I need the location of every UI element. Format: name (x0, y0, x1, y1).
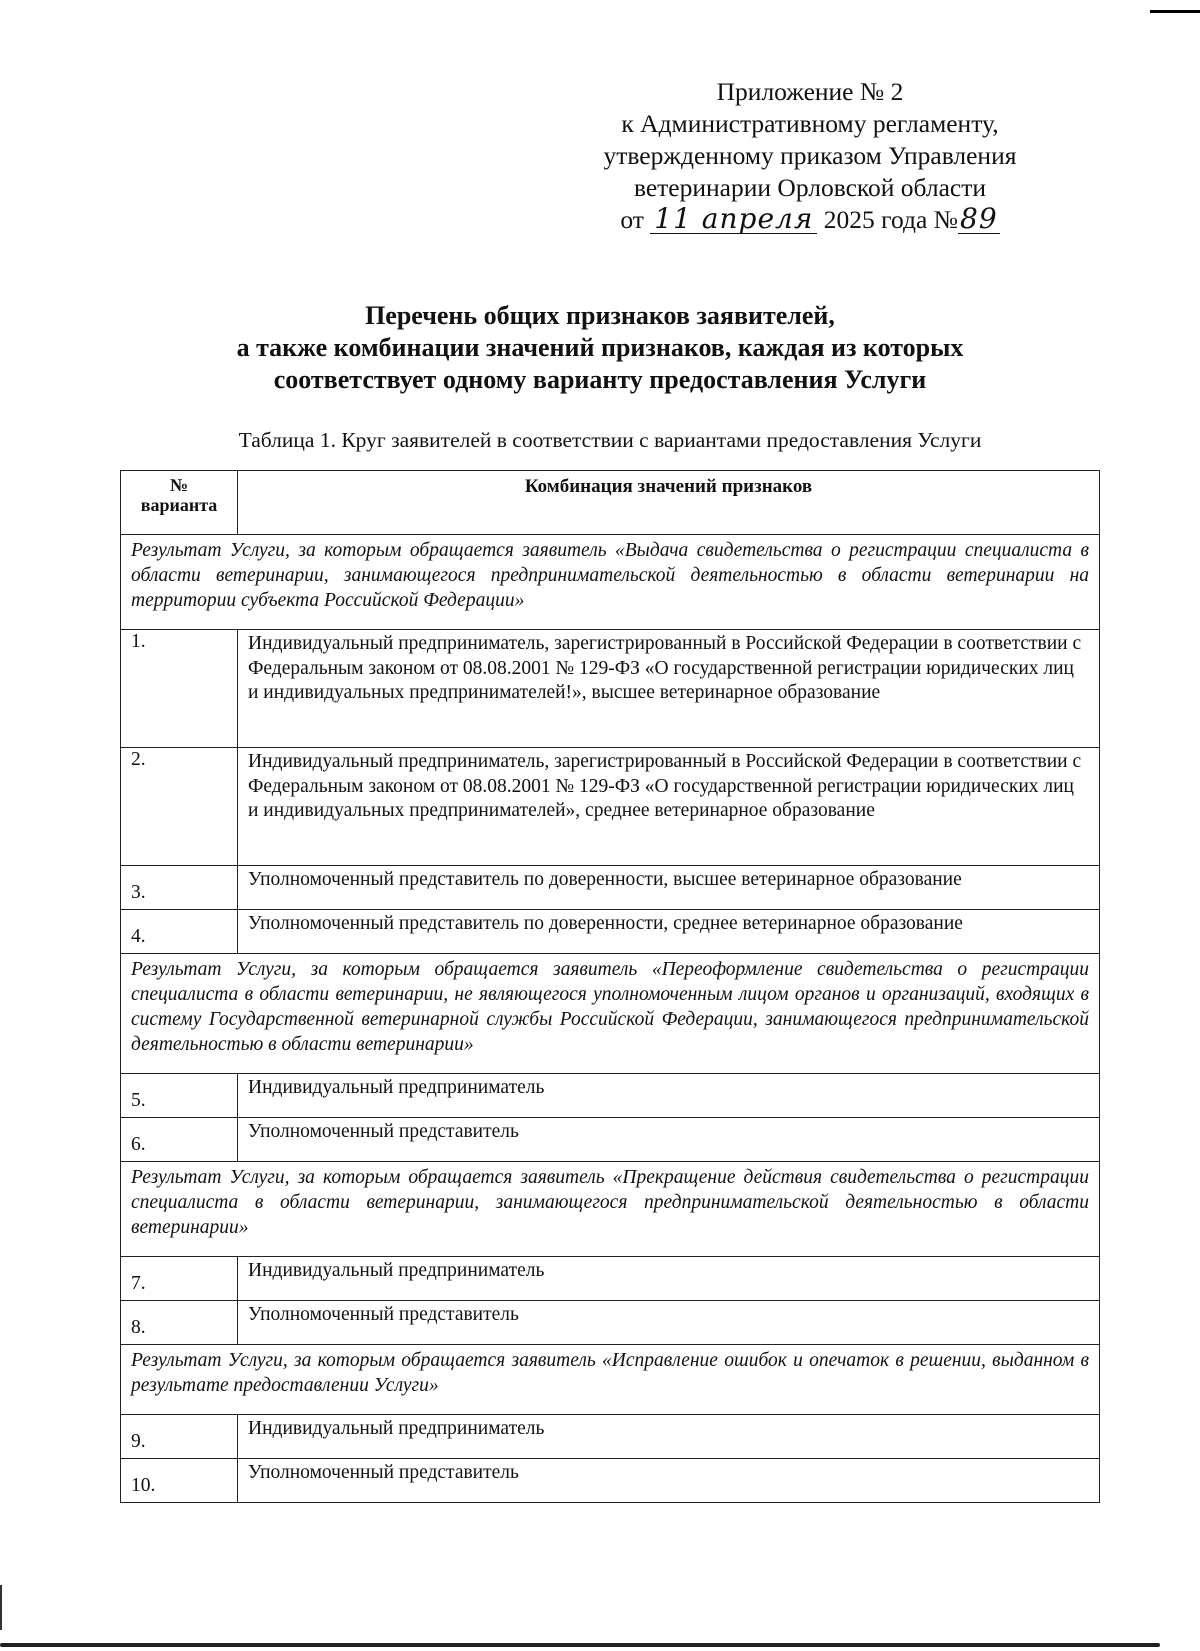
table-row (121, 1118, 1100, 1162)
variant-number: 4. (121, 910, 238, 954)
section-result-row (121, 1345, 1100, 1415)
variant-number: 2. (121, 748, 238, 866)
variant-number: 7. (121, 1257, 238, 1301)
variant-number: 5. (121, 1074, 238, 1118)
variant-number: 3. (121, 866, 238, 910)
variant-combination: Уполномоченный представитель (238, 1118, 1100, 1162)
handwritten-date: 11 апреля (650, 205, 817, 234)
variant-number: 6. (121, 1118, 238, 1162)
table-row (121, 1257, 1100, 1301)
table-row (121, 866, 1100, 910)
section-result: Результат Услуги, за которым обращается заявитель «Переоформление свидетельства о регистрации специалиста в области ветеринарии, не являющегося уполномоченным лицом органов и организаций, входящих в систему Государственной ветеринарной службы Российской Федерации, занимающегося предпринимательской деятельностью в области ветеринарии» (121, 954, 1100, 1074)
table-row (121, 1415, 1100, 1459)
variant-combination: Уполномоченный представитель (238, 1459, 1100, 1503)
header-combination: Комбинация значений признаков (238, 471, 1100, 535)
document-title (100, 300, 1100, 396)
variant-combination: Индивидуальный предприниматель (238, 1074, 1100, 1118)
date-prefix: от (620, 205, 644, 234)
variant-combination: Уполномоченный представитель (238, 1301, 1100, 1345)
table-row (121, 748, 1100, 866)
variant-combination: Индивидуальный предприниматель (238, 1257, 1100, 1301)
appendix-line: ветеринарии Орловской области (633, 173, 987, 202)
variant-number: 10. (121, 1459, 238, 1503)
variant-combination: Уполномоченный представитель по доверенности, высшее ветеринарное образование (238, 866, 1100, 910)
variant-combination: Индивидуальный предприниматель (238, 1415, 1100, 1459)
scan-edge-mark (0, 1585, 2, 1630)
table-row (121, 1459, 1100, 1503)
appendix-line: Приложение № 2 (716, 77, 904, 106)
variant-combination: Индивидуальный предприниматель, зарегистрированный в Российской Федерации в соответствии с Федеральным законом от 08.08.2001 № 129-ФЗ «О государственной регистрации юридических лиц и индивидуальных предпринимателей», среднее ветеринарное образование (238, 748, 1100, 866)
appendix-line: утвержденному приказом Управления (603, 141, 1017, 170)
title-line: Перечень общих признаков заявителей, (365, 301, 835, 330)
section-result: Результат Услуги, за которым обращается заявитель «Прекращение действия свидетельства о регистрации специалиста в области ветеринарии, занимающегося предпринимательской деятельностью в области ветеринарии» (121, 1162, 1100, 1257)
scan-edge-mark (1150, 10, 1200, 13)
table-row (121, 910, 1100, 954)
variant-number: 8. (121, 1301, 238, 1345)
title-line: соответствует одному варианту предоставления Услуги (273, 365, 927, 394)
table-caption: Таблица 1. Круг заявителей в соответствии с вариантами предоставления Услуги (238, 428, 982, 452)
appendix-line: к Административному регламенту, (621, 109, 999, 138)
handwritten-number: 89 (960, 202, 998, 235)
appendix-block (570, 76, 1050, 236)
header-variant-number: № варианта (121, 471, 238, 535)
table-row (121, 630, 1100, 748)
variant-combination: Индивидуальный предприниматель, зарегистрированный в Российской Федерации в соответствии с Федеральным законом от 08.08.2001 № 129-ФЗ «О государственной регистрации юридических лиц и индивидуальных предпринимателей!», высшее ветеринарное образование (238, 630, 1100, 748)
variants-table (120, 470, 1100, 1503)
variant-number: 1. (121, 630, 238, 748)
section-result-row (121, 535, 1100, 630)
table-row (121, 1301, 1100, 1345)
title-line: а также комбинации значений признаков, каждая из которых (236, 333, 964, 362)
variant-number: 9. (121, 1415, 238, 1459)
section-result-row (121, 1162, 1100, 1257)
scan-edge-mark (0, 1643, 1160, 1647)
section-result-row (121, 954, 1100, 1074)
date-year: 2025 года № (823, 205, 958, 234)
variant-combination: Уполномоченный представитель по доверенности, среднее ветеринарное образование (238, 910, 1100, 954)
table-row (121, 1074, 1100, 1118)
table-header-row (121, 471, 1100, 535)
appendix-date-line (570, 204, 1050, 236)
section-result: Результат Услуги, за которым обращается заявитель «Выдача свидетельства о регистрации специалиста в области ветеринарии, занимающегося предпринимательской деятельностью в области ветеринарии на территории субъекта Российской Федерации» (121, 535, 1100, 630)
section-result: Результат Услуги, за которым обращается заявитель «Исправление ошибок и опечаток в решении, выданном в результате предоставлении Услуги» (121, 1345, 1100, 1415)
